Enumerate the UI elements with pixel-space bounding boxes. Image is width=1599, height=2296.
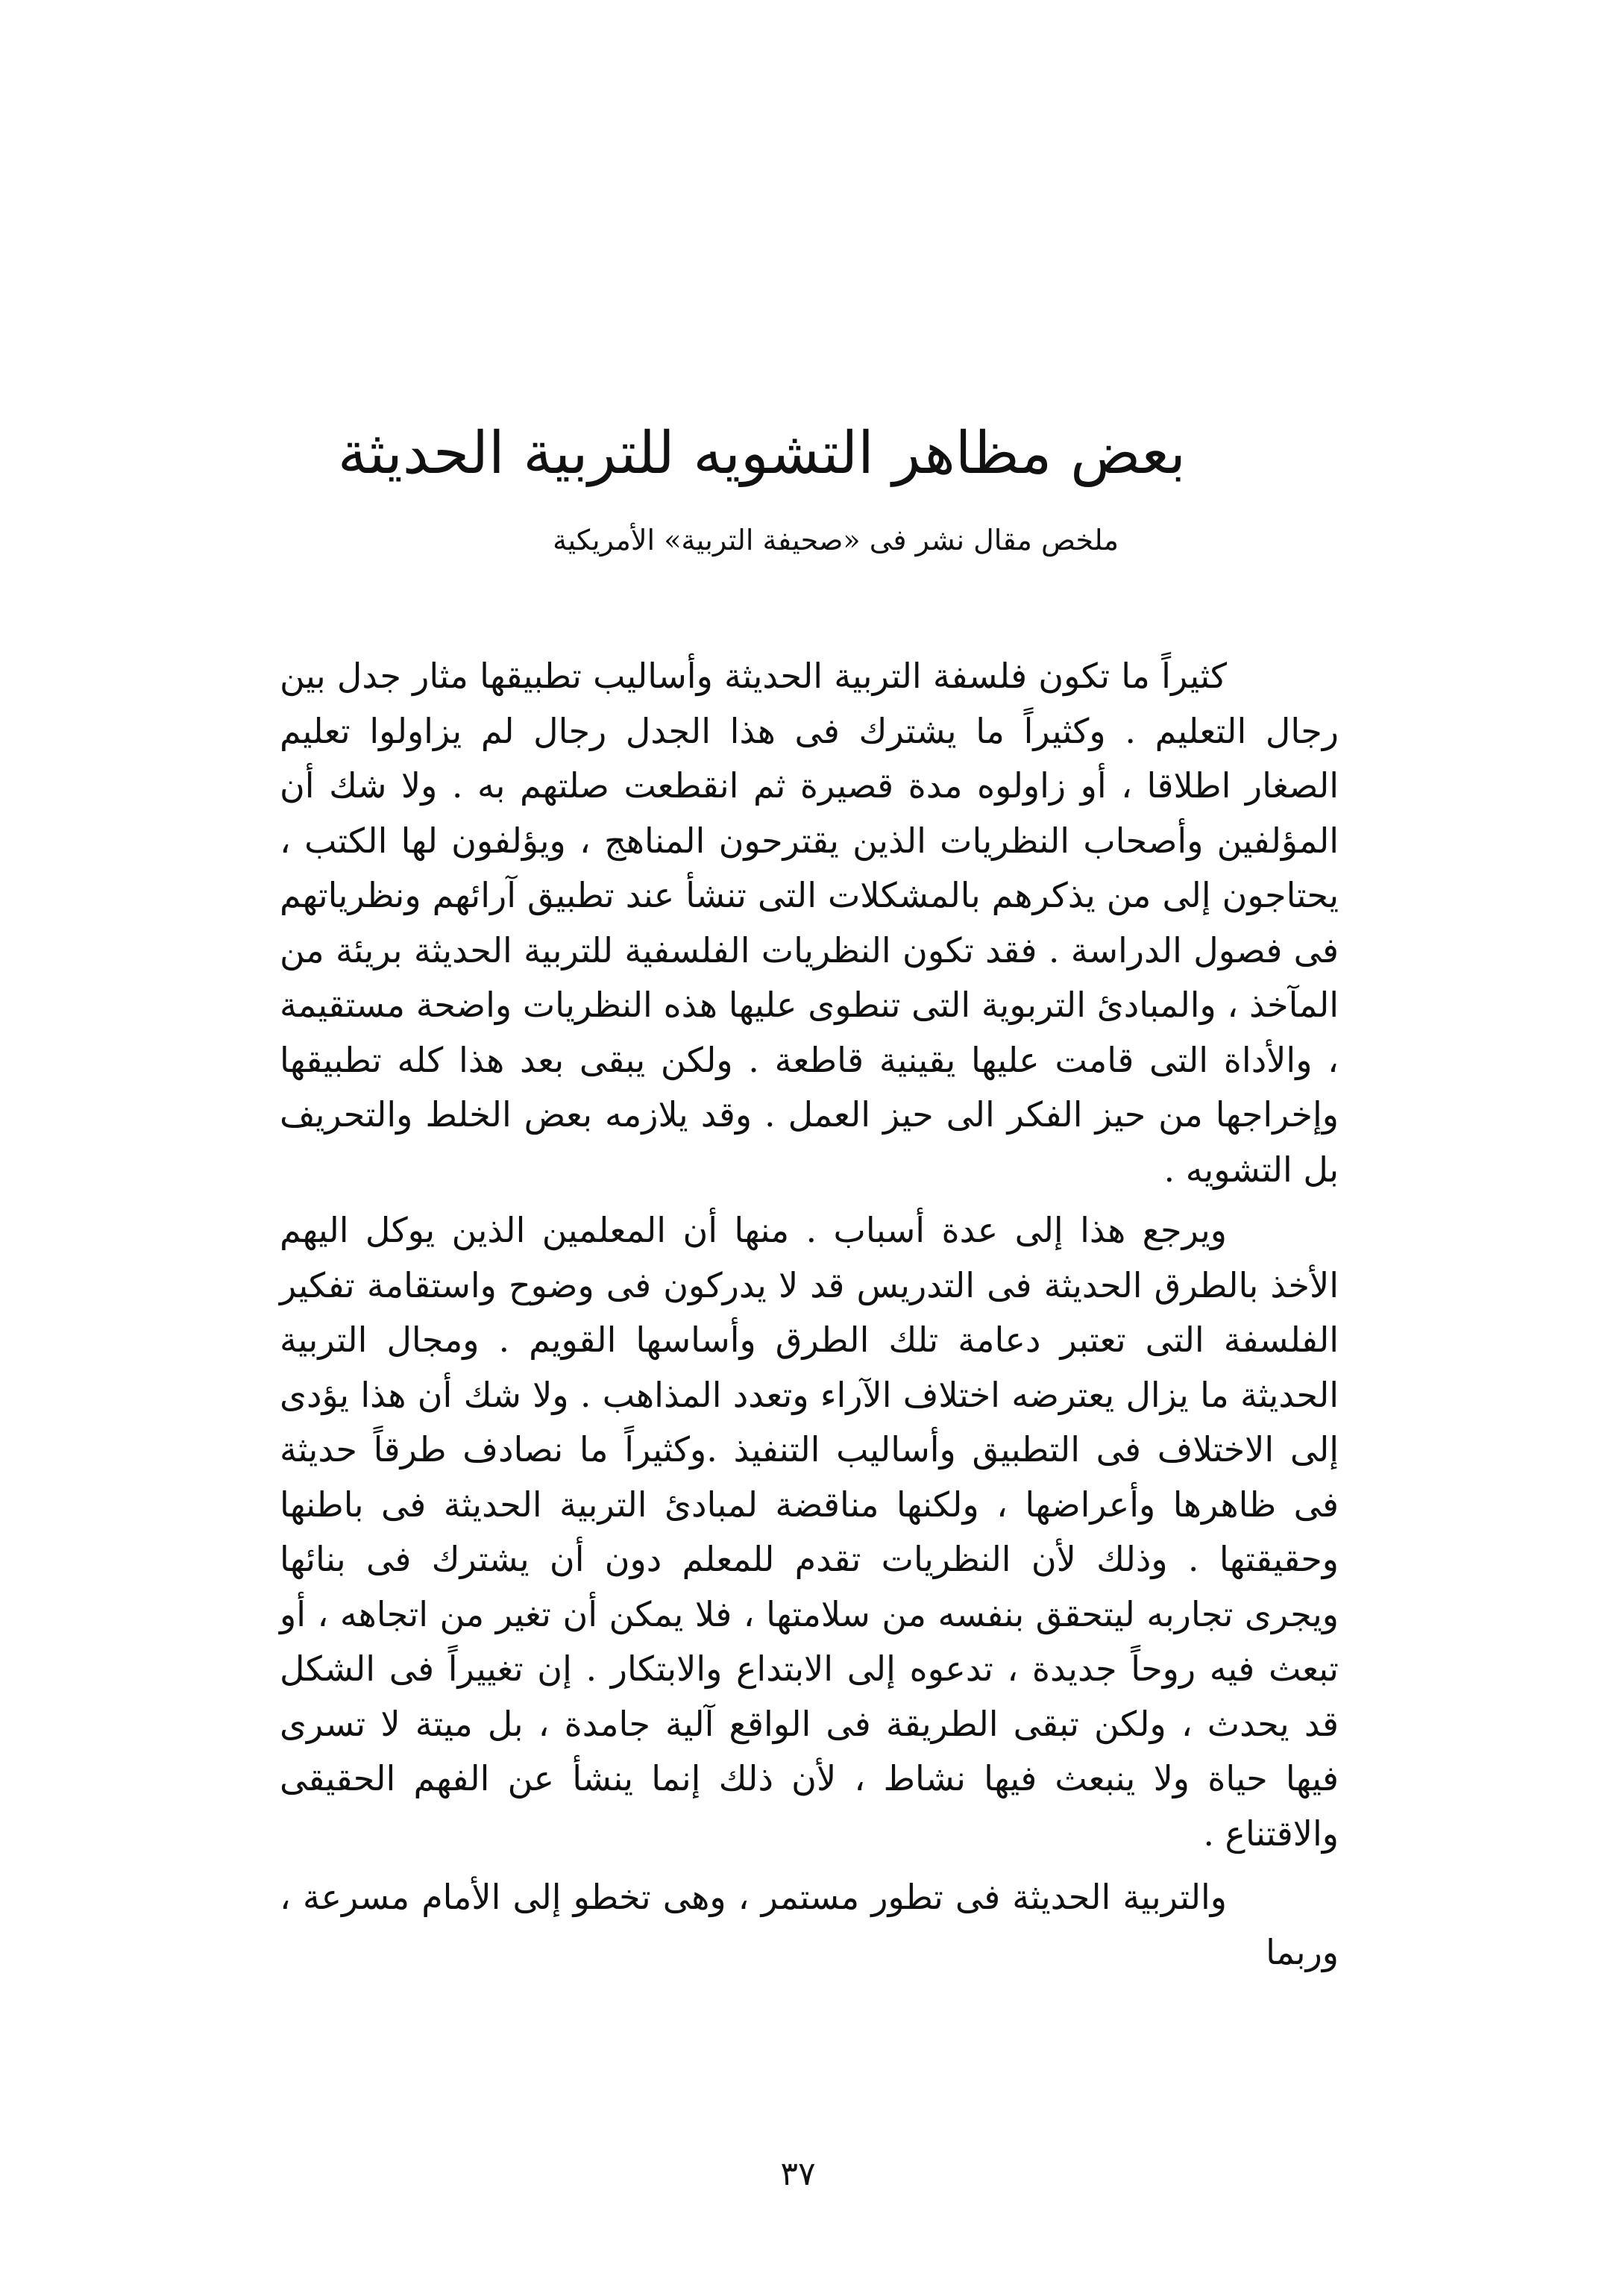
article-body	[280, 649, 1339, 1980]
article-title: بعض مظاهر التشويه للتربية الحديثة	[337, 420, 1186, 487]
article-subtitle: ملخص مقال نشر فى «صحيفة التربية» الأمريكية	[553, 524, 1119, 556]
body-paragraph: كثيراً ما تكون فلسفة التربية الحديثة وأساليب تطبيقها مثار جدل بين رجال التعليم . وكثيراً ما يشترك فى هذا الجدل رجال لم يزاولوا تعليم الصغار اطلاقا ، أو زاولوه مدة قصيرة ثم انقطعت صلتهم به . ولا شك أن المؤلفين وأصحاب النظريات الذين يقترحون المناهج ، ويؤلفون لها الكتب ، يحتاجون إلى من يذكرهم بالمشكلات التى تنشأ عند تطبيق آرائهم ونظرياتهم فى فصول الدراسة . فقد تكون النظريات الفلسفية للتربية الحديثة بريئة من المآخذ ، والمبادئ التربوية التى تنطوى عليها هذه النظريات واضحة مستقيمة ، والأداة التى قامت عليها يقينية قاطعة . ولكن يبقى بعد هذا كله تطبيقها وإخراجها من حيز الفكر الى حيز العمل . وقد يلازمه بعض الخلط والتحريف بل التشويه .	[280, 656, 1339, 1190]
body-paragraph: ويرجع هذا إلى عدة أسباب . منها أن المعلمين الذين يوكل اليهم الأخذ بالطرق الحديثة فى التدريس قد لا يدركون فى وضوح واستقامة تفكير الفلسفة التى تعتبر دعامة تلك الطرق وأساسها القويم . ومجال التربية الحديثة ما يزال يعترضه اختلاف الآراء وتعدد المذاهب . ولا شك أن هذا يؤدى إلى الاختلاف فى التطبيق وأساليب التنفيذ .وكثيراً ما نصادف طرقاً حديثة فى ظاهرها وأعراضها ، ولكنها مناقضة لمبادئ التربية الحديثة فى باطنها وحقيقتها . وذلك لأن النظريات تقدم للمعلم دون أن يشترك فى بنائها ويجرى تجاربه ليتحقق بنفسه من سلامتها ، فلا يمكن أن تغير من اتجاهه ، أو تبعث فيه روحاً جديدة ، تدعوه إلى الابتداع والابتكار . إن تغييراً فى الشكل قد يحدث ، ولكن تبقى الطريقة فى الواقع آلية جامدة ، بل ميتة لا تسرى فيها حياة ولا ينبعث فيها نشاط ، لأن ذلك إنما ينشأ عن الفهم الحقيقى والاقتناع .	[280, 1210, 1339, 1854]
body-paragraph: والتربية الحديثة فى تطور مستمر ، وهى تخطو إلى الأمام مسرعة ، وربما	[280, 1877, 1339, 1972]
page-number: ٣٧	[780, 2155, 816, 2193]
